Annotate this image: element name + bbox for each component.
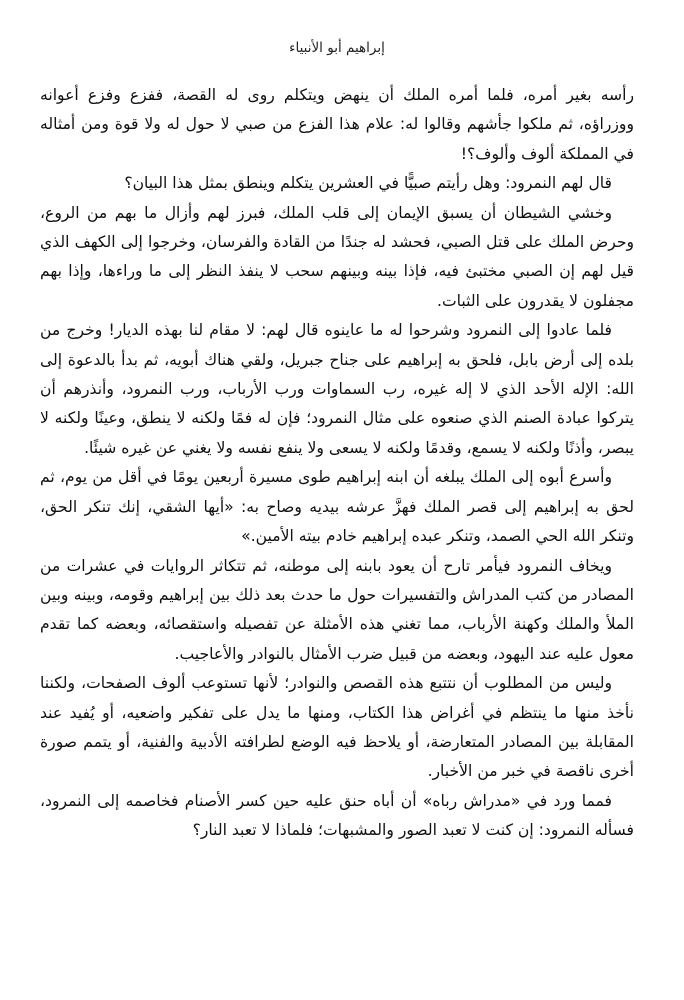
paragraph: ويخاف النمرود فيأمر تارح أن يعود بابنه إلى موطنه، ثم تتكاثر الروايات في عشرات من المصادر من كتب المدراش والتفسيرات حول ما حدث بعد ذلك بين إبراهيم وقومه، وبينه وبين الملأ والملك وكهنة الأرباب، مما تغني هذه الأمثلة عن تفصيله واستقصائه، وبعضه كما تقدم معول عليه عند اليهود، وبعضه من قبيل ضرب الأمثال بالنوادر والأعاجيب. — [40, 556, 634, 663]
running-header: إبراهيم أبو الأنبياء — [289, 40, 385, 56]
paragraph: رأسه بغير أمره، فلما أمره الملك أن ينهض ويتكلم روى له القصة، ففزع وفزع أعوانه ووزراؤه، ثم ملكوا جأشهم وقالوا له: علام هذا الفزع من صبي لا حول له ولا قوة ومن أمثاله في المملكة ألوف وألوف؟! — [40, 86, 634, 163]
body-text — [40, 81, 634, 846]
paragraph: وليس من المطلوب أن نتتبع هذه القصص والنوادر؛ لأنها تستوعب ألوف الصفحات، ولكننا نأخذ منها ما ينتظم في أغراض هذا الكتاب، ومنها ما يدل على تفكير واضعيه، أو يُفيد عند المقابلة بين المصادر المتعارضة، أو يلاحظ فيه الوضع لطرافته الأدبية والفنية، أو يتمم صورة أخرى ناقصة في خبر من الأخبار. — [40, 674, 634, 781]
paragraph: وأسرع أبوه إلى الملك يبلغه أن ابنه إبراهيم طوى مسيرة أربعين يومًا في أقل من يوم، ثم لحق به إبراهيم إلى قصر الملك فهزَّ عرشه بيديه وصاح به: «أيها الشقي، إنك تنكر الحق، وتنكر الله الحي الصمد، وتنكر عبده إبراهيم خادم بيته الأمين.» — [40, 468, 634, 546]
paragraph: قال لهم النمرود: وهل رأيتم صبيًّا في العشرين يتكلم وينطق بمثل هذا البيان؟ — [124, 174, 612, 193]
paragraph: فلما عادوا إلى النمرود وشرحوا له ما عاينوه قال لهم: لا مقام لنا بهذه الديار! وخرج من بلده إلى أرض بابل، فلحق به إبراهيم على جناح جبريل، ولقي هناك أبويه، ثم بدأ بالدعوة إلى الله: الإله الأحد الذي لا إله غيره، رب السماوات ورب الأرباب، ورب النمرود، وأنذرهم أن يتركوا عبادة الصنم الذي صنعوه على مثال النمرود؛ فإن له فمًا ولكنه لا ينطق، وعينًا ولكنه لا يبصر، وأذنًا ولكنه لا يسمع، وقدمًا ولكنه لا يسعى ولا ينفع نفسه ولا يغني عن غيره شيئًا. — [40, 321, 634, 457]
paragraph: وخشي الشيطان أن يسبق الإيمان إلى قلب الملك، فبرز لهم وأزال ما بهم من الروع، وحرض الملك على قتل الصبي، فحشد له جندًا من القادة والفرسان، وخرجوا إلى الكهف الذي قيل لهم إن الصبي مختبئ فيه، فإذا بينه وبينهم سحب لا ينفذ النظر إلى ما وراءها، وإذا بهم مجفلون لا يقدرون على الثبات. — [40, 203, 634, 310]
paragraph: فمما ورد في «مدراش رباه» أن أباه حنق عليه حين كسر الأصنام فخاصمه إلى النمرود، فسأله النمرود: إن كنت لا تعبد الصور والمشبهات؛ فلماذا لا تعبد النار؟ — [40, 791, 634, 840]
